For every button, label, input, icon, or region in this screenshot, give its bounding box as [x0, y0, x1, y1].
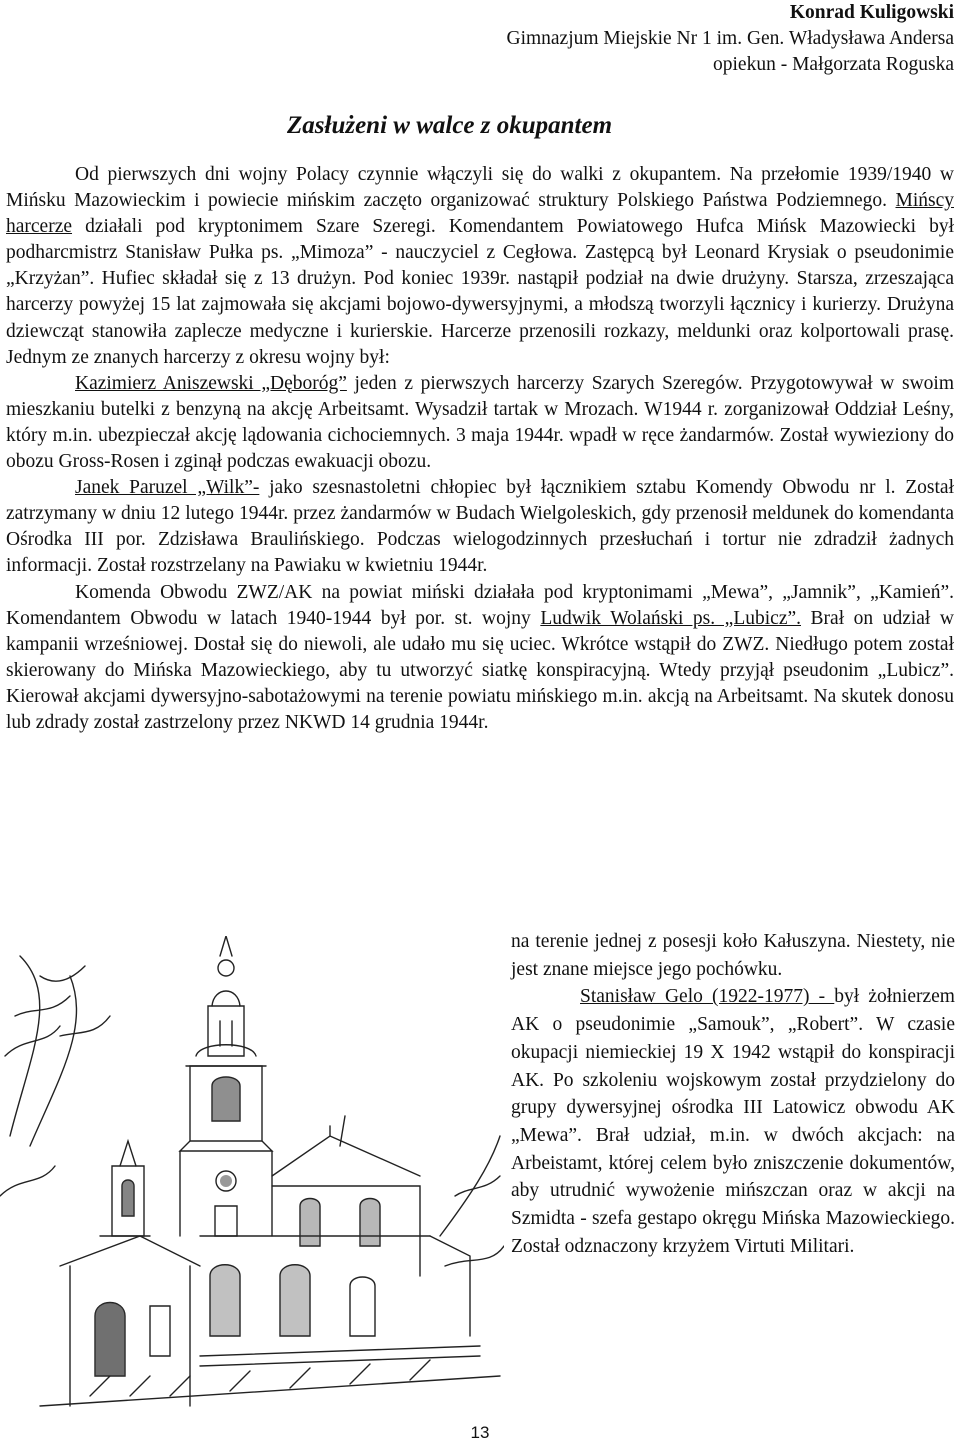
- church-sketch-image: [0, 936, 504, 1414]
- paragraph-komenda: [6, 580, 954, 737]
- aniszewski-name: Kazimierz Aniszewski „Dęboróg”: [75, 372, 347, 394]
- supervisor: opiekun - Małgorzata Roguska: [713, 54, 954, 75]
- paragraph-paruzel: [6, 475, 954, 579]
- page-title: Zasłużeni w walce z okupantem: [287, 112, 613, 139]
- paragraph-intro: [6, 162, 954, 371]
- intro-text-b: działali pod kryptonimem Szare Szeregi. Komendantem Powiatowego Hufca Mińsk Mazowiecki był podharcmistrz Stanisław Pułka ps. „Mimoza” - nauczyciel z Cegłowa. Zastępcą był Leonard Krysiak o pseudonimie „Krzyżan”. Hufiec składał się z 13 drużyn. Pod koniec 1939r. nastąpił podział na dwie drużyny. Starsza, zrzeszająca harcerzy powyżej 15 lat zajmowała się akcjami bojowo-dywersyjnymi, a młodszą tworzyli łącznicy i kurierzy. Drużyna dziewcząt stanowiła zaplecze medyczne i kurierskie. Harcerze przenosili rozkazy, meldunki oraz kolportowali prasę. Jednym ze znanych harcerzy z okresu wojny był:: [6, 216, 954, 368]
- aniszewski-text: jeden z pierwszych harcerzy Szarych Szeregów. Przygotowywał w swoim mieszkaniu butelki z benzyną na akcję Arbeitsamt. Wysadził tartak w Mrozach. W1944 r. zorganizował Oddział Leśny, który m.in. ubezpieczał akcję lądowania cichociemnych. 3 maja 1944r. wpadł w ręce żandarmów. Został wywieziony do obozu Gross-Rosen i zginął podczas ewakuacji obozu.: [6, 372, 954, 473]
- page-number: 13: [470, 1423, 490, 1442]
- header: [506, 0, 954, 78]
- komenda-text-a: Komenda Obwodu ZWZ/AK na powiat miński działała pod kryptonimami „Mewa”, „Jamnik”, „Kamień”. Komendantem Obwodu w latach 1940-1944 był por. st. wojny: [6, 581, 954, 629]
- intro-text-a: Od pierwszych dni wojny Polacy czynnie włączyli się do walki z okupantem. Na przełomie 1939/1940 w Mińsku Mazowieckim i powiecie mińskim zaczęto organizować struktury Polskiego Państwa Podziemnego.: [6, 164, 954, 212]
- paruzel-text: jako szesnastoletni chłopiec był łącznikiem sztabu Komendy Obwodu nr l. Został zatrzymany w dniu 12 lutego 1944r. przez żandarmów w Budach Wielgoleskich, gdy przenosił meldunek do komendanta Ośrodka III por. Zdzisława Braulińskiego. Podczas wielogodzinnych przesłuchań i tortur nie zdradził żadnych informacji. Został rozstrzelany na Pawiaku w kwietniu 1944r.: [6, 477, 954, 577]
- paragraph-aniszewski: [6, 371, 954, 475]
- school-name: Gimnazjum Miejskie Nr 1 im. Gen. Władysława Andersa: [506, 28, 954, 49]
- right-column-text: [511, 928, 955, 1260]
- paruzel-name: Janek Paruzel „Wilk”-: [75, 477, 260, 499]
- komenda-text-b: Brał on udział w kampanii wrześniowej. Dostał się do niewoli, ale udało mu się uciec. Wkrótce wstąpił do ZWZ. Niedługo potem został skierowany do Mińska Mazowieckiego, aby tu utworzyć siatkę konspiracyjną. Wtedy przyjął pseudonim „Lubicz”. Kierował akcjami dywersyjno-sabotażowymi na terenie powiatu mińskiego m.in. akcją na Arbeitsamt. Na skutek donosu lub zdrady został zastrzelony przez NKWD 14 grudnia 1944r.: [6, 607, 954, 733]
- main-text: [6, 162, 954, 736]
- wolanski-name: Ludwik Wolański ps. „Lubicz”.: [540, 607, 801, 629]
- gelo-name: Stanisław Gelo (1922-1977) -: [580, 986, 835, 1008]
- paragraph-gelo: [511, 983, 955, 1260]
- author-name: Konrad Kuligowski: [789, 2, 954, 23]
- minscy-harcerze-link: Mińscy harcerze: [6, 190, 954, 238]
- paragraph-burial: na terenie jednej z posesji koło Kałuszyna. Niestety, nie jest znane miejsce jego pochówku.: [511, 931, 955, 980]
- gelo-text: był żołnierzem AK o pseudonimie „Samouk”, „Robert”. W czasie okupacji niemieckiej 19 X 1942 wstąpił do konspiracji AK. Po szkoleniu wojskowym został przydzielony do grupy dywersyjnej ośrodka III Latowicz obwodu AK „Mewa”. Brał udział, m.in. w dwóch akcjach: na Arbeistamt, której celem było zniszczenie dokumentów, aby utrudnić wywożenie mińszczan oraz w akcji na Szmidta - szefa gestapo okręgu Mińska Mazowieckiego. Został odznaczony krzyżem Virtuti Militari.: [511, 986, 955, 1257]
